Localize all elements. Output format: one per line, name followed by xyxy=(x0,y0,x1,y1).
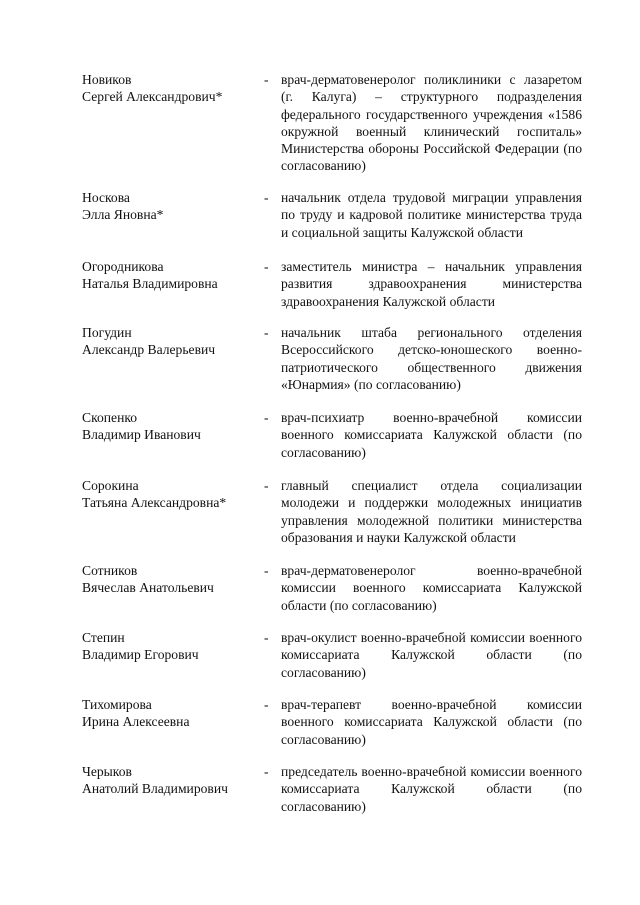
member-surname: Новиков xyxy=(82,72,132,87)
member-given-names: Владимир Егорович xyxy=(82,647,199,663)
member-given-names: Сергей Александрович* xyxy=(82,89,223,105)
member-given-names: Анатолий Владимирович xyxy=(82,781,228,797)
separator-dash: - xyxy=(264,563,269,578)
separator-dash: - xyxy=(264,630,269,645)
separator-dash: - xyxy=(264,190,269,205)
member-surname: Погудин xyxy=(82,325,132,340)
member-name xyxy=(82,71,257,106)
member-position: начальник отдела трудовой миграции управления по труду и кадровой политике министерства труда и социальной защиты Калужской области xyxy=(281,190,582,240)
separator-dash: - xyxy=(264,478,269,493)
separator-dash: - xyxy=(264,410,269,425)
member-name xyxy=(82,477,257,512)
member-position: врач-дерматовенеролог военно-врачебной комиссии военного комиссариата Калужской области (по согласованию) xyxy=(281,563,582,613)
member-surname: Сорокина xyxy=(82,478,139,493)
member-given-names: Александр Валерьевич xyxy=(82,342,216,358)
member-given-names: Владимир Иванович xyxy=(82,427,201,443)
member-given-names: Элла Яновна* xyxy=(82,207,164,223)
separator-dash: - xyxy=(264,764,269,779)
member-name xyxy=(82,324,257,359)
separator-dash: - xyxy=(264,259,269,274)
separator-dash: - xyxy=(264,697,269,712)
member-position: начальник штаба регионального отделения Всероссийского детско-юношеского военно-патриотического общественного движения «Юнармия» (по согласованию) xyxy=(281,325,582,392)
member-given-names: Наталья Владимировна xyxy=(82,276,218,292)
member-name xyxy=(82,409,257,444)
member-given-names: Татьяна Александровна* xyxy=(82,495,227,511)
member-position: главный специалист отдела социализации молодежи и поддержки молодежных инициатив управления молодежной политики министерства образования и науки Калужской области xyxy=(281,478,582,545)
member-surname: Черыков xyxy=(82,764,132,779)
member-given-names: Ирина Алексеевна xyxy=(82,714,190,730)
member-surname: Огородникова xyxy=(82,259,164,274)
member-position: врач-дерматовенеролог поликлиники с лазаретом (г. Калуга) – структурного подразделения федерального государственного учреждения «1586 окружной военный клинический госпиталь» Министерства обороны Российской Федерации (по согласованию) xyxy=(281,72,582,174)
member-name xyxy=(82,189,257,224)
separator-dash: - xyxy=(264,72,269,87)
separator-dash: - xyxy=(264,325,269,340)
member-name xyxy=(82,763,257,798)
member-surname: Тихомирова xyxy=(82,697,152,712)
member-surname: Скопенко xyxy=(82,410,138,425)
member-name xyxy=(82,562,257,597)
member-name xyxy=(82,696,257,731)
member-given-names: Вячеслав Анатольевич xyxy=(82,580,214,596)
member-surname: Степин xyxy=(82,630,125,645)
member-surname: Сотников xyxy=(82,563,138,578)
member-position: врач-окулист военно-врачебной комиссии военного комиссариата Калужской области (по согласованию) xyxy=(281,630,582,680)
member-position: заместитель министра – начальник управления развития здравоохранения министерства здравоохранения Калужской области xyxy=(281,259,582,309)
member-position: врач-терапевт военно-врачебной комиссии военного комиссариата Калужской области (по согласованию) xyxy=(281,697,582,747)
member-name xyxy=(82,258,257,293)
member-surname: Носкова xyxy=(82,190,130,205)
member-position: председатель военно-врачебной комиссии военного комиссариата Калужской области (по согласованию) xyxy=(281,764,582,814)
member-position: врач-психиатр военно-врачебной комиссии военного комиссариата Калужской области (по согласованию) xyxy=(281,410,582,460)
member-name xyxy=(82,629,257,664)
